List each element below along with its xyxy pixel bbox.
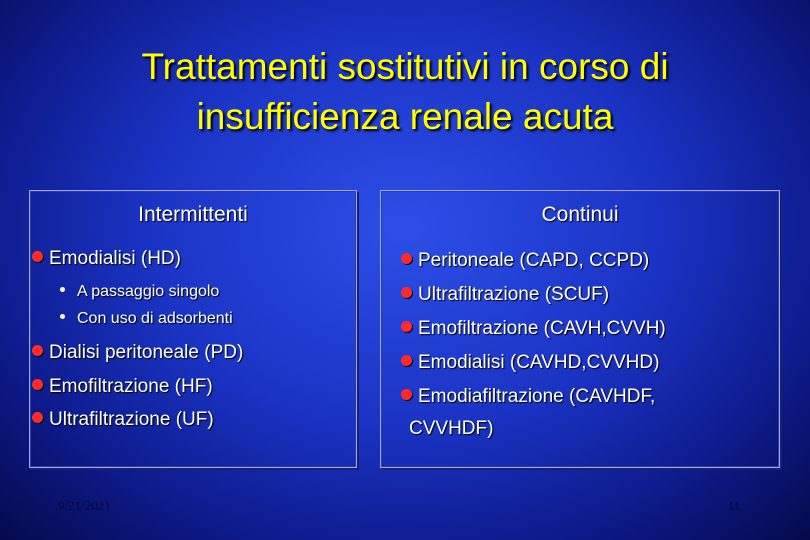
sub-list-item xyxy=(60,283,219,301)
list-item-label: Emofiltrazione (HF) xyxy=(49,376,213,397)
sub-list-item-label: Con uso di adsorbenti xyxy=(77,310,233,327)
red-bullet-icon xyxy=(401,321,412,332)
white-bullet-icon xyxy=(60,287,65,292)
list-item-label: Emofiltrazione (CAVH,CVVH) xyxy=(418,318,666,339)
intermittent-panel xyxy=(29,190,357,468)
red-bullet-icon xyxy=(401,389,412,400)
list-item-label: Peritoneale (CAPD, CCPD) xyxy=(418,250,650,271)
red-bullet-icon xyxy=(32,412,43,423)
list-item xyxy=(32,248,181,270)
red-bullet-icon xyxy=(401,287,412,298)
red-bullet-icon xyxy=(401,355,412,366)
intermittent-heading: Intermittenti xyxy=(138,203,248,226)
list-item xyxy=(401,284,609,306)
red-bullet-icon xyxy=(32,251,43,262)
list-item-label: Emodialisi (HD) xyxy=(49,248,181,269)
list-item xyxy=(32,376,213,398)
list-item-label: Ultrafiltrazione (UF) xyxy=(49,409,214,430)
continuous-heading: Continui xyxy=(541,203,619,226)
slide-title-line-1: Trattamenti sostitutivi in corso di xyxy=(141,46,669,87)
list-item-label: Emodialisi (CAVHD,CVVHD) xyxy=(418,352,660,373)
sub-list-item-label: A passaggio singolo xyxy=(77,283,220,300)
sub-list-item xyxy=(60,310,233,328)
red-bullet-icon xyxy=(32,345,43,356)
list-item-continuation: CVVHDF) xyxy=(409,418,494,439)
list-item xyxy=(32,409,214,431)
red-bullet-icon xyxy=(32,379,43,390)
list-item-label: Emodiafiltrazione (CAVHDF, xyxy=(418,386,656,407)
list-item xyxy=(401,318,666,340)
list-item xyxy=(401,352,659,374)
continuous-panel xyxy=(380,190,780,468)
list-item-label: Ultrafiltrazione (SCUF) xyxy=(418,284,610,305)
white-bullet-icon xyxy=(60,314,65,319)
list-item-label: Dialisi peritoneale (PD) xyxy=(49,342,244,363)
footer-date: 9/21/2021 xyxy=(58,498,111,513)
slide-title-line-2: insufficienza renale acuta xyxy=(196,96,614,137)
list-item xyxy=(32,342,243,364)
slide-title xyxy=(0,42,810,142)
footer-page-number: 11 xyxy=(728,498,741,513)
list-item xyxy=(401,250,649,272)
red-bullet-icon xyxy=(401,253,412,264)
list-item xyxy=(401,386,655,408)
